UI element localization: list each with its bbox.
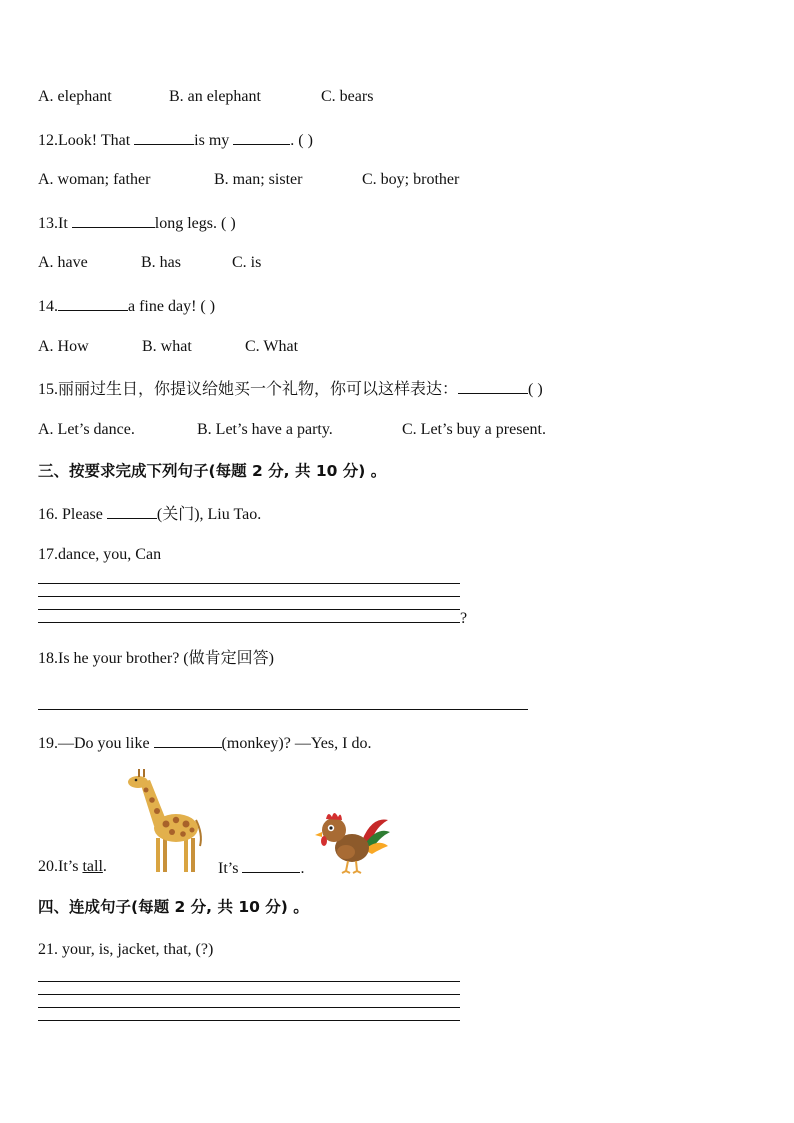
question-16	[38, 503, 261, 525]
question-12	[38, 129, 313, 151]
q13-blank[interactable]	[72, 212, 155, 228]
question-13	[38, 212, 236, 234]
q19-blank[interactable]	[154, 732, 222, 748]
q19-text-1: 19.—Do you like	[38, 735, 154, 752]
q20-part-2	[218, 857, 304, 879]
q12-option-a: A. woman; father	[38, 171, 151, 188]
q13-number: 13.	[38, 215, 58, 232]
question-17: 17.dance, you, Can	[38, 546, 162, 563]
q20-blank[interactable]	[242, 857, 300, 873]
q11-option-c: C. bears	[321, 88, 374, 105]
q13-option-b: B. has	[141, 254, 181, 271]
q20-text-4: .	[300, 860, 305, 877]
question-15	[38, 378, 543, 400]
q17-writing-line-1[interactable]	[38, 583, 460, 584]
q16-blank[interactable]	[107, 503, 157, 519]
q20-underlined-word: tall	[82, 858, 103, 875]
q15-number: 15.	[38, 381, 58, 398]
q12-text-3: . ( )	[290, 132, 313, 149]
q14-option-a: A. How	[38, 338, 89, 355]
q11-option-b: B. an elephant	[169, 88, 261, 105]
q12-blank-1[interactable]	[134, 129, 194, 145]
q15-option-c: C. Let’s buy a present.	[402, 421, 546, 438]
q13-option-a: A. have	[38, 254, 88, 271]
rooster-icon	[312, 806, 392, 874]
q21-writing-line-4[interactable]	[38, 1020, 460, 1021]
q13-text-2: long legs. ( )	[154, 215, 236, 232]
q11-option-a: A. elephant	[38, 88, 112, 105]
question-21: 21. your, is, jacket, that, (?)	[38, 941, 214, 958]
q12-text-2: is my	[194, 132, 234, 149]
question-20	[38, 857, 107, 877]
section-3-heading: 三、按要求完成下列句子(每题 2 分, 共 10 分) 。	[38, 462, 387, 480]
q17-writing-line-4[interactable]	[38, 622, 460, 623]
q12-blank-2[interactable]	[233, 129, 290, 145]
section-4-heading: 四、连成句子(每题 2 分, 共 10 分) 。	[38, 898, 309, 916]
q16-text-1: . Please	[54, 506, 107, 523]
q13-option-c: C. is	[232, 254, 262, 271]
q21-writing-line-2[interactable]	[38, 994, 460, 995]
q12-option-c: C. boy; brother	[362, 171, 460, 188]
question-14	[38, 295, 215, 317]
q20-text-3: It’s	[218, 860, 243, 877]
q17-end-mark: ?	[460, 610, 468, 627]
q15-blank[interactable]	[458, 378, 528, 394]
q16-text-2: (关门), Liu Tao.	[156, 506, 262, 523]
q21-writing-line-1[interactable]	[38, 981, 460, 982]
q12-text-1: Look! That	[58, 132, 135, 149]
question-19	[38, 732, 371, 754]
q16-number: 16	[38, 506, 54, 523]
q14-option-b: B. what	[142, 338, 192, 355]
q12-option-b: B. man; sister	[214, 171, 303, 188]
q21-writing-line-3[interactable]	[38, 1007, 460, 1008]
question-18: 18.Is he your brother? (做肯定回答)	[38, 650, 274, 667]
q17-writing-line-3[interactable]	[38, 609, 460, 610]
q15-paren: ( )	[528, 381, 543, 398]
q14-option-c: C. What	[245, 338, 299, 355]
q14-text: a fine day! ( )	[128, 298, 216, 315]
q20-text-1: 20.It’s	[38, 858, 83, 875]
q15-option-a: A. Let’s dance.	[38, 421, 135, 438]
q12-number: 12.	[38, 132, 58, 149]
q20-text-2: .	[102, 858, 107, 875]
q19-text-2: (monkey)? —Yes, I do.	[221, 735, 372, 752]
q18-answer-line[interactable]	[38, 709, 528, 710]
q14-number: 14.	[38, 298, 58, 315]
q14-blank[interactable]	[58, 295, 128, 311]
q13-text-1: It	[58, 215, 72, 232]
q15-text: 丽丽过生日，你提议给她买一个礼物，你可以这样表达：	[58, 381, 459, 398]
q15-option-b: B. Let’s have a party.	[197, 421, 333, 438]
q17-writing-line-2[interactable]	[38, 596, 460, 597]
giraffe-icon	[126, 768, 206, 874]
